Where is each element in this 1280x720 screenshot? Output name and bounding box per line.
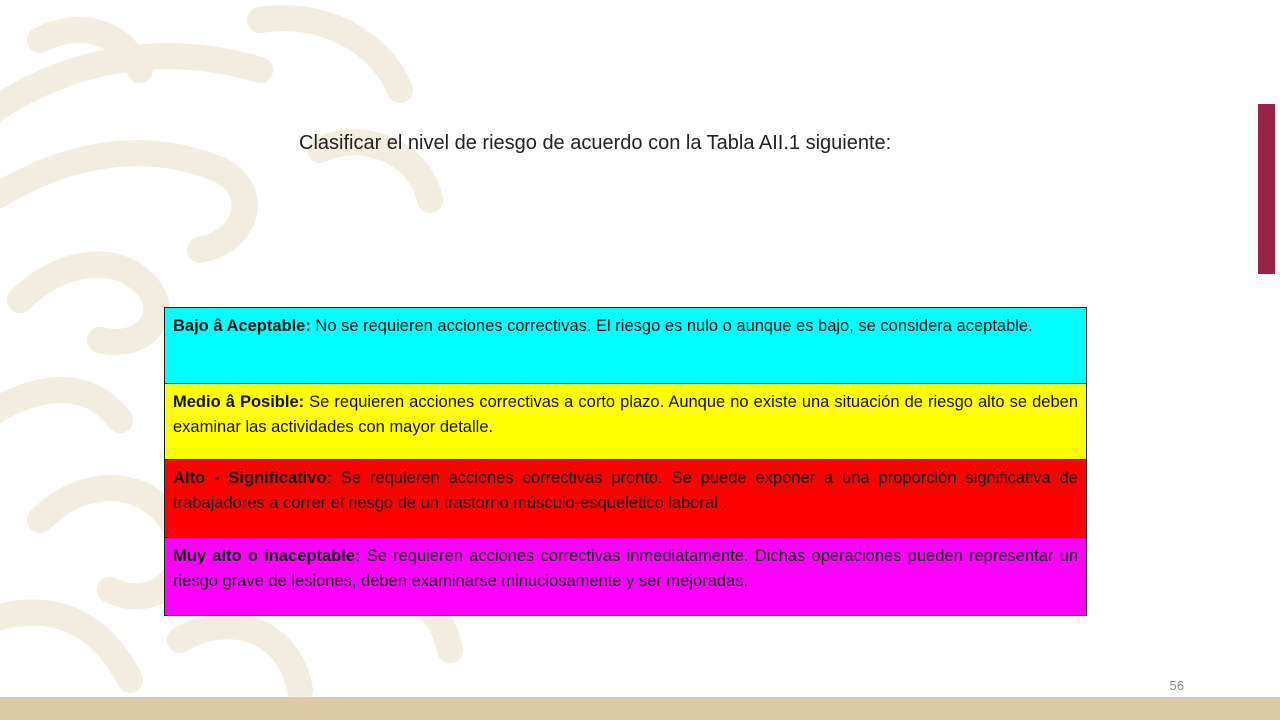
risk-row-low: [165, 308, 1087, 384]
risk-row-medium: [165, 384, 1087, 460]
accent-bar: [1258, 104, 1275, 274]
risk-level-table: [164, 307, 1087, 616]
risk-level-label: Medio â Posible:: [173, 393, 305, 411]
risk-level-label: Alto - Significativo:: [173, 469, 332, 487]
table-row: [165, 460, 1087, 538]
intro-text: Clasificar el nivel de riesgo de acuerdo con la Tabla AII.1 siguiente:: [299, 132, 892, 154]
risk-level-description: Se requieren acciones correctivas inmediatamente. Dichas operaciones pueden representar un riesgo grave de lesiones, deben examinarse minuciosamente y ser mejoradas.: [173, 547, 1078, 590]
table-row: [165, 384, 1087, 460]
footer-band: [0, 697, 1280, 720]
table-row: [165, 308, 1087, 384]
risk-level-label: Bajo â Aceptable:: [173, 317, 311, 335]
risk-row-high: [165, 460, 1087, 538]
risk-level-description: No se requieren acciones correctivas. El riesgo es nulo o aunque es bajo, se considera aceptable.: [310, 317, 1033, 335]
risk-level-label: Muy alto o inaceptable:: [173, 547, 361, 565]
risk-level-description: Se requieren acciones correctivas pronto. Se puede exponer a una proporción significativa de trabajadores a correr el riesgo de un trastorno músculo-esquelético laboral .: [173, 469, 1078, 512]
page-number: 56: [1169, 678, 1184, 693]
risk-level-description: Se requieren acciones correctivas a corto plazo. Aunque no existe una situación de riesgo alto se deben examinar las actividades con mayor detalle.: [173, 393, 1078, 436]
risk-row-very-high: [165, 538, 1087, 616]
table-row: [165, 538, 1087, 616]
